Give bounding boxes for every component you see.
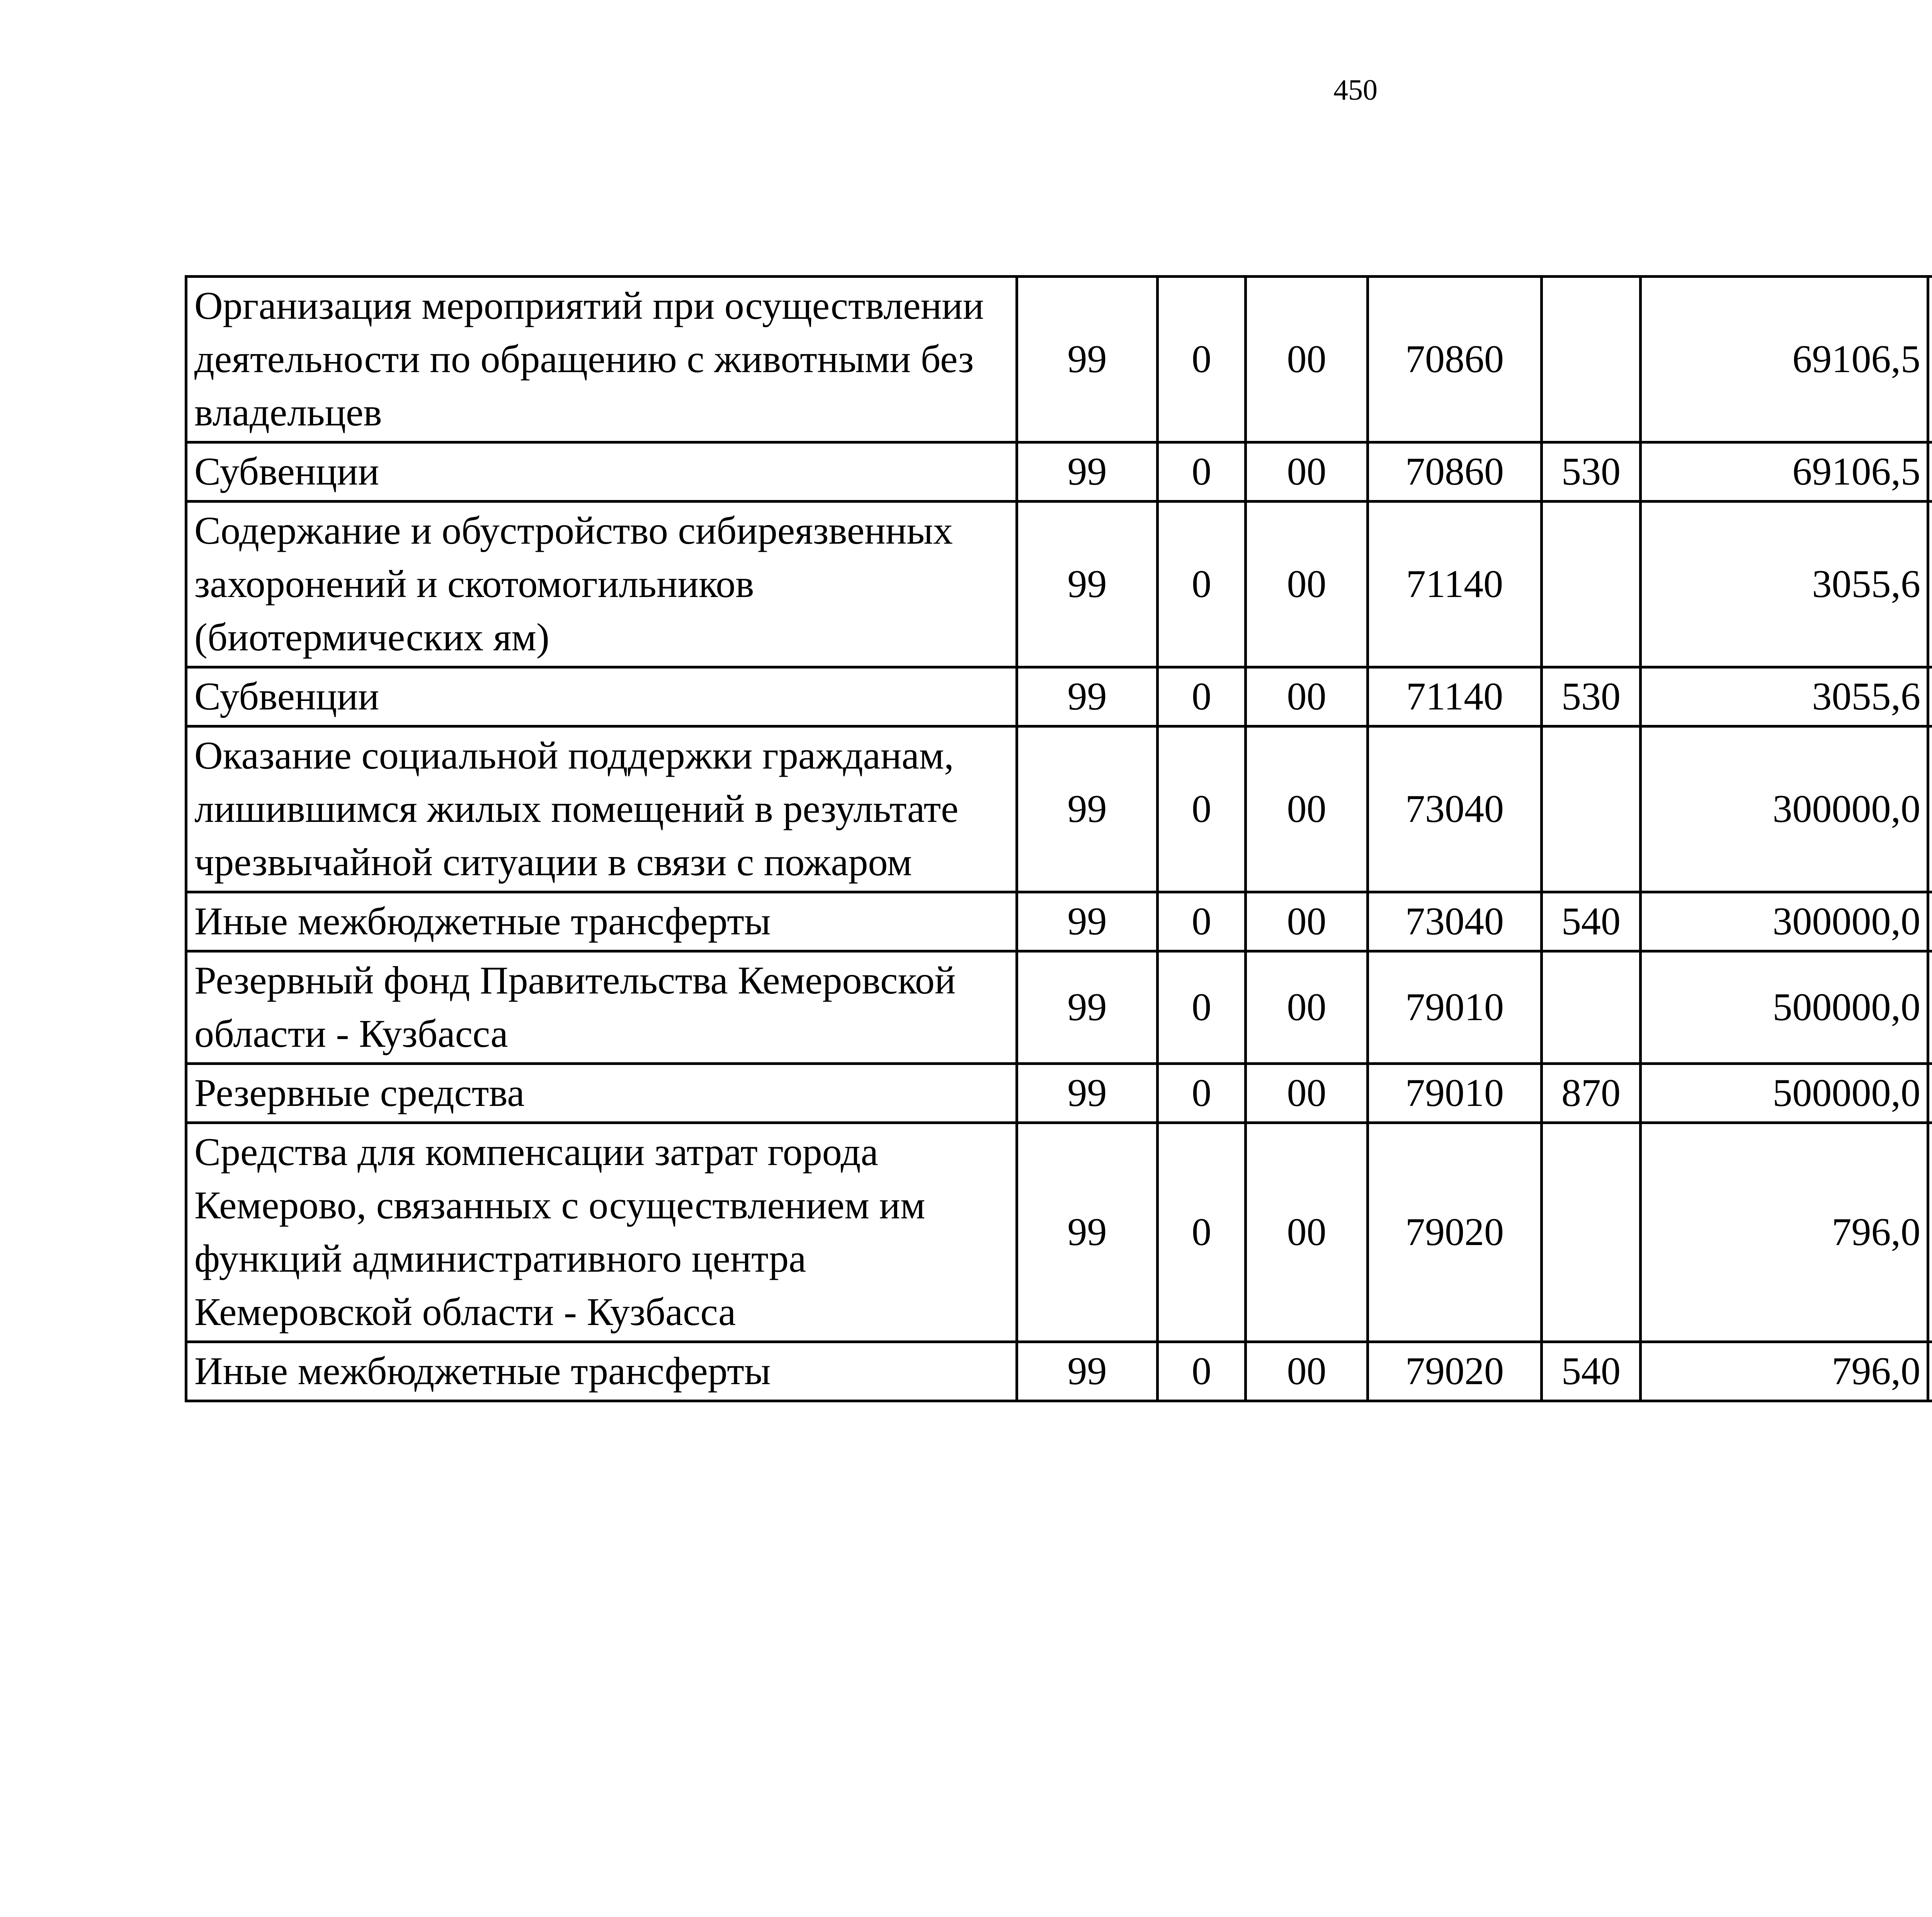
amount-year1-cell: 3055,6 [1641,667,1928,726]
row-name-cell: Организация мероприятий при осуществлении деятельности по обращению с животными без владельцев [186,277,1017,442]
table-row [186,1123,1932,1342]
direction-code-cell: 79020 [1368,1342,1542,1401]
row-name-cell: Иные межбюджетные трансферты [186,1342,1017,1401]
program-code-cell: 0 [1158,442,1246,502]
subprogram-code-cell: 00 [1246,1123,1368,1342]
program-code-cell: 0 [1158,726,1246,892]
table-row [186,1342,1932,1401]
amount-year1-cell: 500000,0 [1641,1064,1928,1123]
amount-year2-cell [1928,1342,1932,1401]
program-code-cell: 0 [1158,951,1246,1064]
subprogram-code-cell: 00 [1246,1342,1368,1401]
program-code-cell: 0 [1158,1342,1246,1401]
subprogram-code-cell: 00 [1246,892,1368,951]
direction-code-cell: 73040 [1368,726,1542,892]
row-name-cell: Иные межбюджетные трансферты [186,892,1017,951]
amount-year1-cell: 300000,0 [1641,892,1928,951]
amount-year1-cell: 796,0 [1641,1123,1928,1342]
amount-year2-cell [1928,951,1932,1064]
amount-year1-cell: 300000,0 [1641,726,1928,892]
expense-type-cell [1542,277,1641,442]
direction-code-cell: 79010 [1368,951,1542,1064]
expense-type-cell: 870 [1542,1064,1641,1123]
expense-type-cell [1542,502,1641,667]
row-name-cell: Субвенции [186,442,1017,502]
expense-type-cell: 540 [1542,892,1641,951]
subprogram-code-cell: 00 [1246,502,1368,667]
direction-code-cell: 79010 [1368,1064,1542,1123]
amount-year2-cell [1928,502,1932,667]
program-code-cell: 0 [1158,502,1246,667]
subprogram-code-cell: 00 [1246,1064,1368,1123]
budget-table [185,275,1932,1402]
row-name-cell: Содержание и обустройство сибиреязвенных захоронений и скотомогильников (биотермических ям) [186,502,1017,667]
subprogram-code-cell: 00 [1246,726,1368,892]
row-name-cell: Резервные средства [186,1064,1017,1123]
subprogram-code-cell: 00 [1246,951,1368,1064]
section-code-cell: 99 [1017,1342,1158,1401]
section-code-cell: 99 [1017,951,1158,1064]
amount-year1-cell: 500000,0 [1641,951,1928,1064]
section-code-cell: 99 [1017,277,1158,442]
subprogram-code-cell: 00 [1246,667,1368,726]
section-code-cell: 99 [1017,502,1158,667]
direction-code-cell: 73040 [1368,892,1542,951]
section-code-cell: 99 [1017,726,1158,892]
direction-code-cell: 71140 [1368,502,1542,667]
expense-type-cell [1542,951,1641,1064]
table-row [186,951,1932,1064]
row-name-cell: Субвенции [186,667,1017,726]
expense-type-cell: 540 [1542,1342,1641,1401]
amount-year2-cell [1928,1123,1932,1342]
direction-code-cell: 70860 [1368,277,1542,442]
amount-year1-cell: 69106,5 [1641,442,1928,502]
table-row [186,1064,1932,1123]
expense-type-cell [1542,1123,1641,1342]
amount-year2-cell [1928,726,1932,892]
section-code-cell: 99 [1017,1123,1158,1342]
program-code-cell: 0 [1158,277,1246,442]
amount-year2-cell [1928,277,1932,442]
program-code-cell: 0 [1158,892,1246,951]
table-row [186,726,1932,892]
direction-code-cell: 70860 [1368,442,1542,502]
section-code-cell: 99 [1017,667,1158,726]
direction-code-cell: 79020 [1368,1123,1542,1342]
amount-year2-cell [1928,1064,1932,1123]
page-number: 450 [1333,74,1378,106]
expense-type-cell: 530 [1542,442,1641,502]
amount-year1-cell: 3055,6 [1641,502,1928,667]
row-name-cell: Средства для компенсации затрат города Кемерово, связанных с осуществлением им функций административного центра Кемеровской области - Кузбасса [186,1123,1017,1342]
table-row [186,667,1932,726]
amount-year2-cell [1928,442,1932,502]
subprogram-code-cell: 00 [1246,277,1368,442]
table-row [186,442,1932,502]
table-row [186,502,1932,667]
section-code-cell: 99 [1017,1064,1158,1123]
program-code-cell: 0 [1158,1123,1246,1342]
program-code-cell: 0 [1158,1064,1246,1123]
program-code-cell: 0 [1158,667,1246,726]
table-row [186,892,1932,951]
expense-type-cell [1542,726,1641,892]
section-code-cell: 99 [1017,892,1158,951]
direction-code-cell: 71140 [1368,667,1542,726]
amount-year1-cell: 69106,5 [1641,277,1928,442]
subprogram-code-cell: 00 [1246,442,1368,502]
table-row [186,277,1932,442]
amount-year1-cell: 796,0 [1641,1342,1928,1401]
section-code-cell: 99 [1017,442,1158,502]
expense-type-cell: 530 [1542,667,1641,726]
row-name-cell: Резервный фонд Правительства Кемеровской области - Кузбасса [186,951,1017,1064]
amount-year2-cell [1928,892,1932,951]
amount-year2-cell [1928,667,1932,726]
row-name-cell: Оказание социальной поддержки гражданам, лишившимся жилых помещений в результате чрезвычайной ситуации в связи с пожаром [186,726,1017,892]
